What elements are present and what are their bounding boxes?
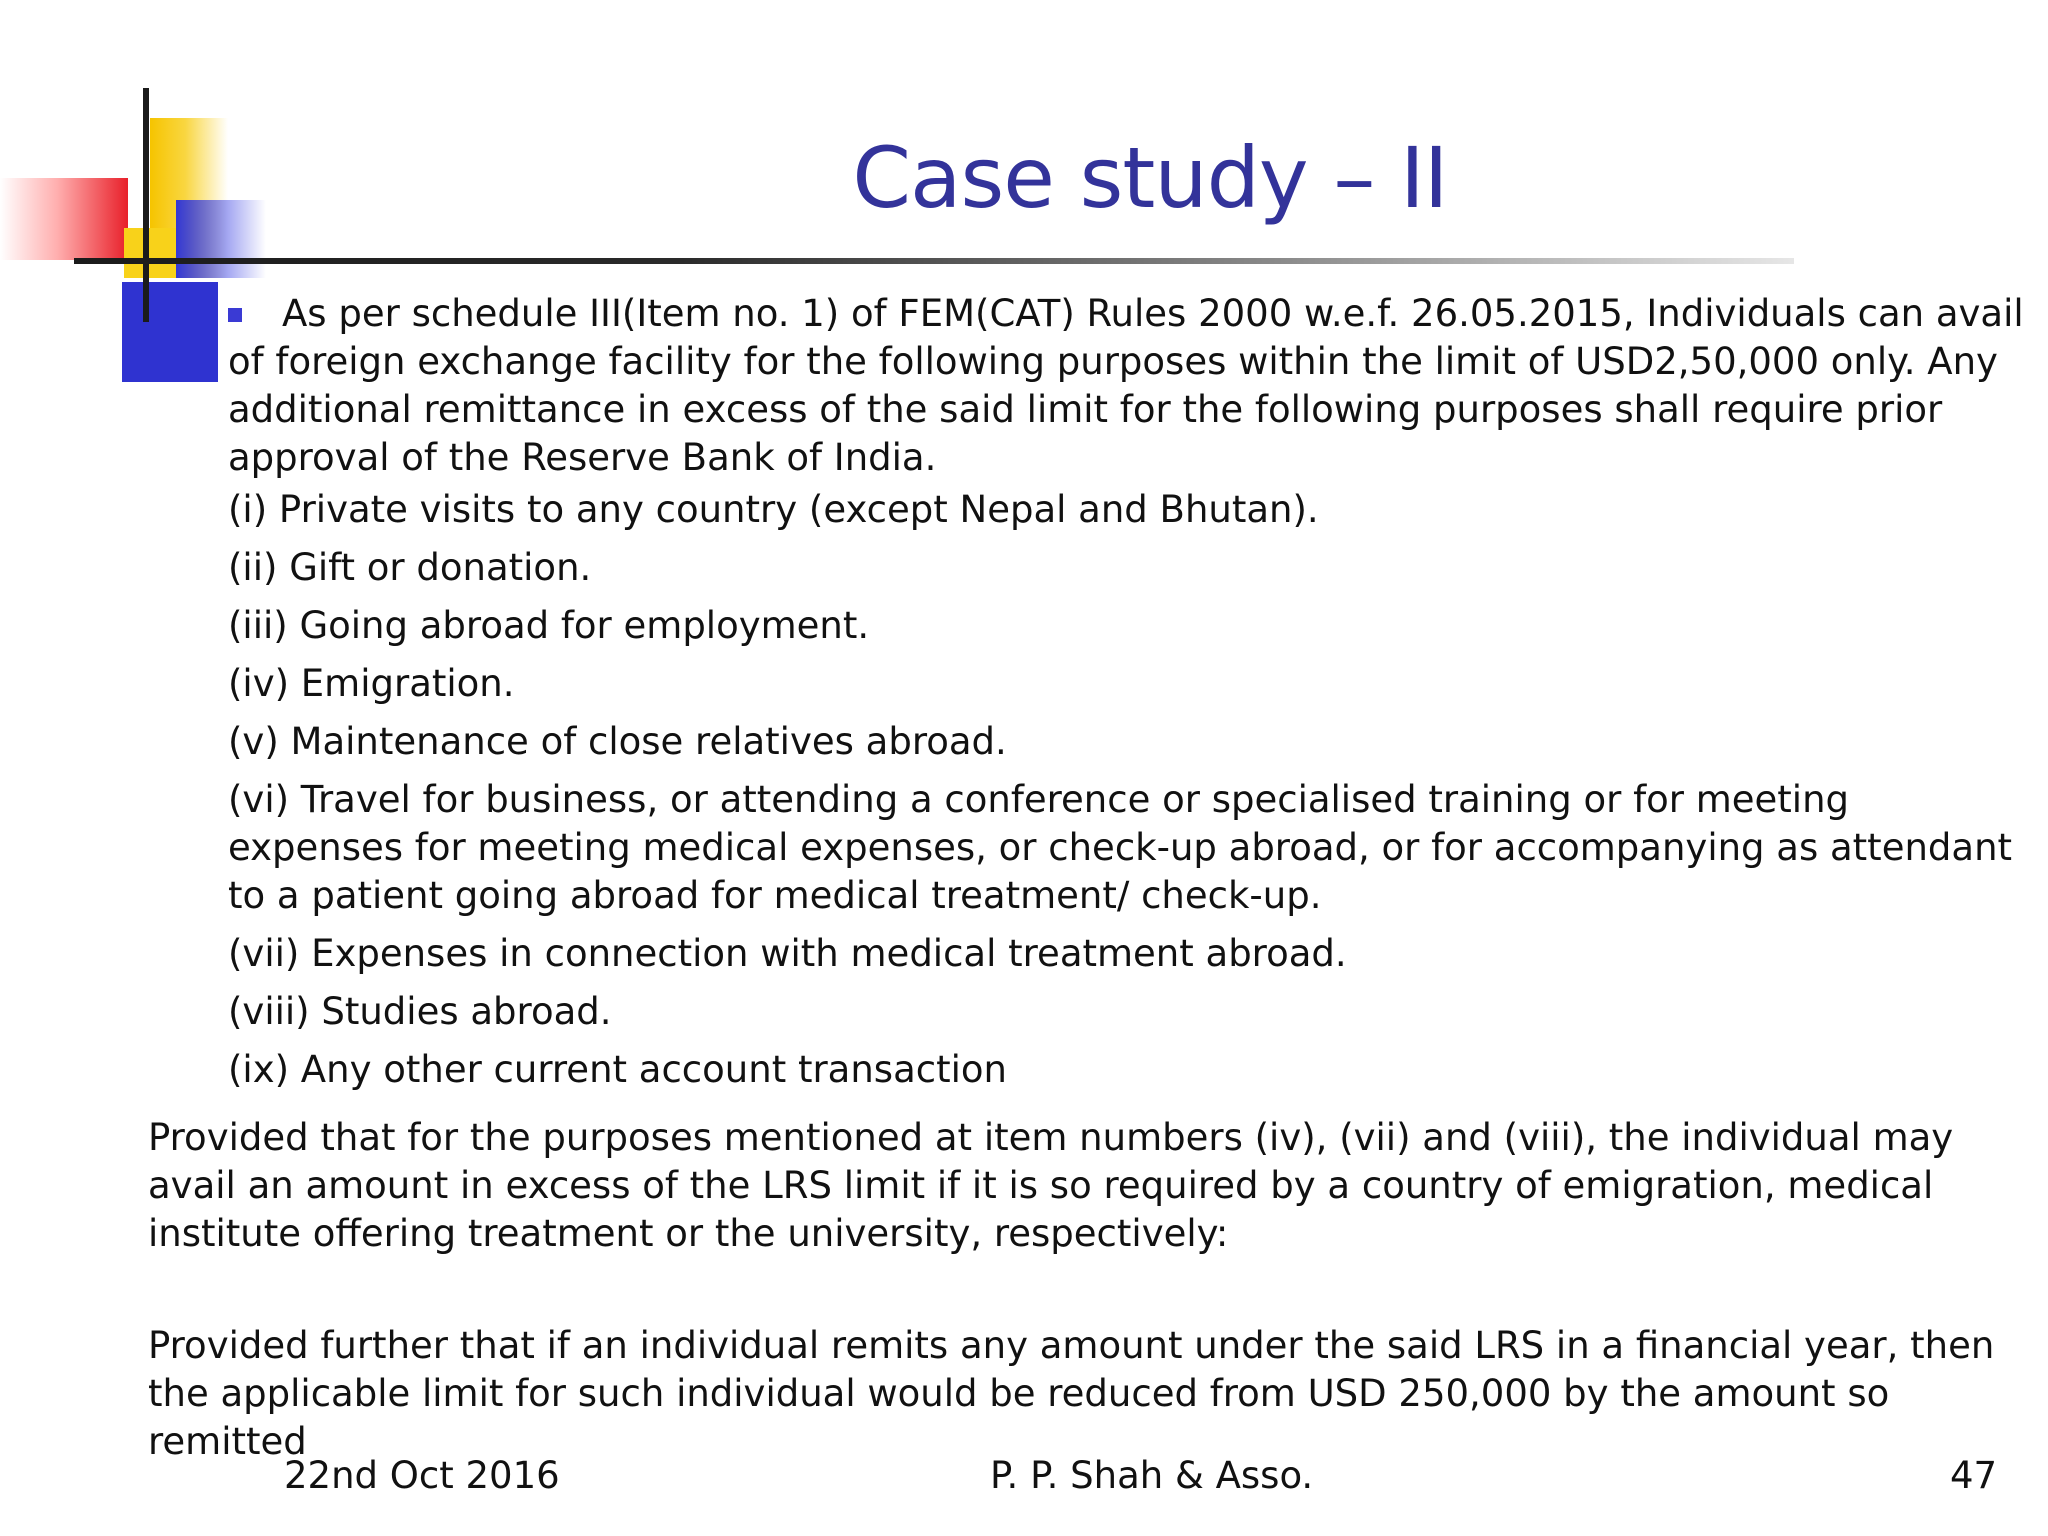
list-item: (i) Private visits to any country (except Nepal and Bhutan).: [228, 488, 1319, 531]
intro-text: As per schedule III(Item no. 1) of FEM(CAT) Rules 2000 w.e.f. 26.05.2015, Individuals can avail of foreign exchange facility for the following purposes within the limit of USD2,50,000 only. Any additional remittance in excess of the said limit for the following purposes shall require prior approval of the Reserve Bank of India.: [228, 292, 2024, 479]
list-item: (iii) Going abroad for employment.: [228, 604, 870, 647]
title-underline: [74, 258, 1794, 264]
footer-date: 22nd Oct 2016: [284, 1454, 560, 1497]
decorative-yellow-square: [124, 228, 176, 278]
list-item: (ix) Any other current account transaction: [228, 1048, 1007, 1091]
page-number: 47: [1950, 1454, 1998, 1497]
list-item: (v) Maintenance of close relatives abroad.: [228, 720, 1007, 763]
decorative-blue-square: [122, 282, 218, 382]
list-item: (iv) Emigration.: [228, 662, 515, 705]
slide-title: Case study – II: [852, 129, 1448, 227]
intro-paragraph: [228, 290, 2028, 482]
decorative-blue-gradient: [176, 200, 266, 278]
proviso-paragraph-1: Provided that for the purposes mentioned at item numbers (iv), (vii) and (viii), the individual may avail an amount in excess of the LRS limit if it is so required by a country of emigration, medical institute offering treatment or the university, respectively:: [148, 1116, 1954, 1255]
decorative-red-bar: [0, 178, 128, 260]
footer-firm: P. P. Shah & Asso.: [990, 1454, 1314, 1497]
purpose-list: [228, 486, 2028, 1104]
list-item: (viii) Studies abroad.: [228, 990, 612, 1033]
list-item: (ii) Gift or donation.: [228, 546, 592, 589]
list-item: (vi) Travel for business, or attending a conference or specialised training or for meeting expenses for meeting medical expenses, or check-up abroad, or for accompanying as attendant to a patient going abroad for medical treatment/ check-up.: [228, 778, 2013, 917]
proviso-paragraph-2: Provided further that if an individual remits any amount under the said LRS in a financial year, then the applicable limit for such individual would be reduced from USD 250,000 by the amount so remitted: [148, 1324, 1995, 1463]
list-item: (vii) Expenses in connection with medical treatment abroad.: [228, 932, 1347, 975]
decorative-vertical-line: [143, 88, 149, 322]
